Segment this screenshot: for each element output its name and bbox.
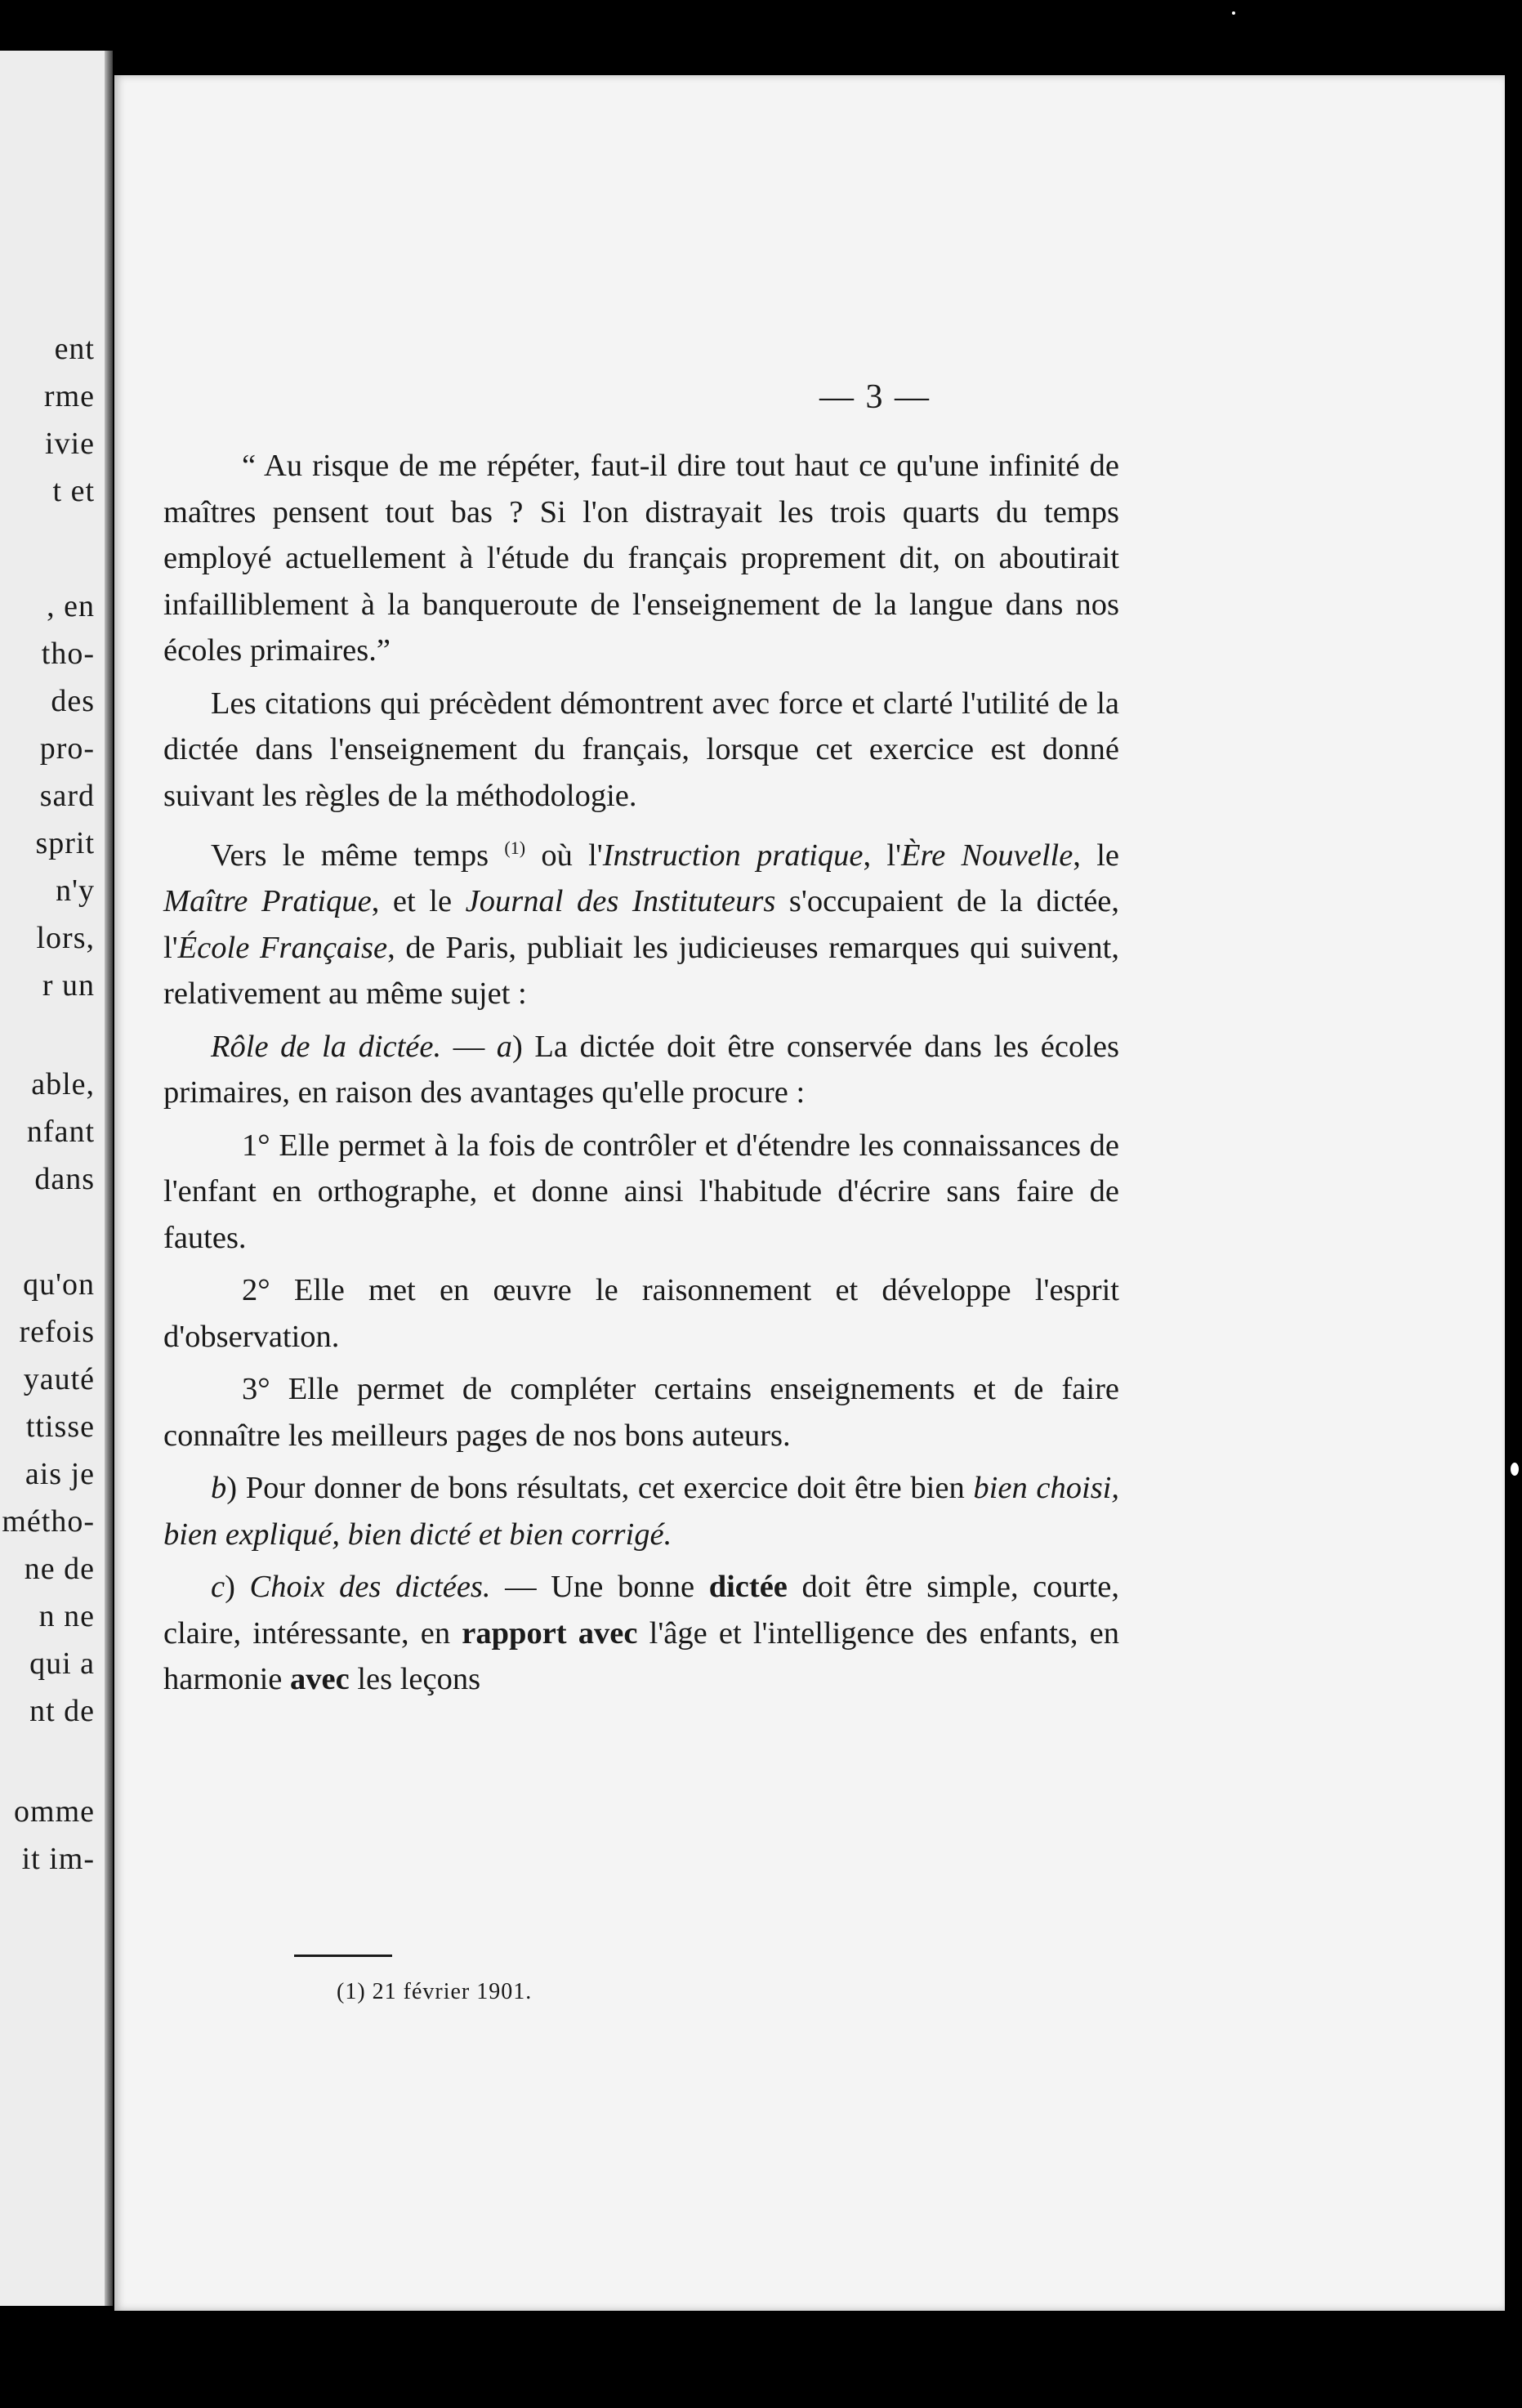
text-segment: avec <box>290 1662 350 1697</box>
previous-page-fragment: des <box>51 684 95 718</box>
paragraph <box>163 1366 1119 1459</box>
text-segment: 3° Elle permet de compléter certains enseignements et de faire connaître les meilleurs pages de nos bons auteurs. <box>163 1372 1119 1453</box>
previous-page-fragment: ttisse <box>25 1410 95 1444</box>
text-segment: Ère Nouvelle <box>901 838 1073 873</box>
previous-page-fragment: , en <box>47 589 95 623</box>
text-segment: (1) <box>504 838 526 858</box>
text-segment: où l' <box>525 838 603 873</box>
previous-page-fragment: sard <box>39 779 95 813</box>
text-segment: , le <box>1073 838 1119 873</box>
text-segment: ) Pour donner de bons résultats, cet exercice doit être bien <box>226 1471 974 1506</box>
previous-page-fragment: n ne <box>38 1599 95 1633</box>
text-segment: Vers le même temps <box>211 838 505 873</box>
previous-page-fragment: qui a <box>29 1646 95 1681</box>
previous-page-fragment: t et <box>52 474 95 508</box>
text-segment <box>567 1616 578 1651</box>
previous-page-fragment: n'y <box>56 873 95 908</box>
text-segment: Maître Pratique <box>163 884 372 919</box>
document-page <box>114 75 1505 2311</box>
text-segment: Instruction pratique <box>602 838 864 873</box>
previous-page-fragment: yauté <box>23 1362 95 1396</box>
text-segment: Rôle de la dictée. <box>211 1029 442 1064</box>
previous-page-fragment: ais je <box>25 1457 95 1491</box>
previous-page-fragment: sprit <box>35 826 95 860</box>
previous-page-fragment: nt de <box>29 1694 95 1728</box>
paragraph <box>163 1123 1119 1262</box>
text-segment: 2° Elle met en œuvre le raisonnement et développe l'esprit d'observation. <box>163 1273 1119 1354</box>
previous-page-fragment: able, <box>31 1067 95 1101</box>
text-segment: Journal des Instituteurs <box>465 884 776 919</box>
text-segment: 1° Elle permet à la fois de contrôler et d'étendre les connaissances de l'enfant en orthographe, et donne ainsi l'habitude d'écrire sans faire de fautes. <box>163 1128 1119 1255</box>
text-segment: doit être simple, courte, claire, intéressante, en <box>163 1570 1119 1651</box>
paragraph <box>163 1267 1119 1360</box>
previous-page-fragment: tho- <box>41 637 95 671</box>
previous-page-edge <box>0 51 113 2306</box>
text-segment: ) La dictée doit être conservée dans les écoles primaires, en raison des avantages qu'elle procure : <box>163 1029 1119 1110</box>
text-segment: b <box>211 1471 227 1506</box>
text-segment: — <box>441 1029 497 1064</box>
text-segment: l'âge et l'intelligence des enfants, en harmonie <box>163 1615 1120 1697</box>
previous-page-fragment: rme <box>43 379 95 413</box>
text-segment: — Une bonne <box>490 1570 709 1605</box>
text-segment: Les citations qui précèdent démontrent avec force et clarté l'utilité de la dictée dans l'enseignement du français, lorsque cet exercice est donné suivant les règles de la méthodologie. <box>163 686 1119 813</box>
previous-page-fragment: nfant <box>26 1115 95 1149</box>
page-number: — 3 — <box>819 378 931 416</box>
previous-page-fragment: ent <box>54 332 95 366</box>
body-text <box>163 443 1119 1709</box>
previous-page-fragment: lors, <box>36 921 95 955</box>
scan-speck <box>1511 1463 1519 1476</box>
text-segment: les leçons <box>349 1662 481 1697</box>
page-gutter <box>105 51 113 2306</box>
paragraph <box>163 681 1119 820</box>
scan-speck <box>1232 11 1235 15</box>
text-segment: , et le <box>371 884 466 919</box>
text-segment: ) <box>225 1570 250 1605</box>
paragraph <box>163 825 1119 1017</box>
previous-page-fragment: qu'on <box>23 1267 95 1302</box>
text-segment: bien choisi, bien expliqué, bien dicté et bien corrigé. <box>163 1471 1119 1552</box>
paragraph <box>163 1024 1119 1116</box>
text-segment: Choix des dictées. <box>249 1570 491 1605</box>
previous-page-fragment: omme <box>14 1794 95 1829</box>
text-segment: c <box>211 1570 225 1605</box>
text-segment: avec <box>578 1615 638 1651</box>
previous-page-fragment: pro- <box>39 731 95 766</box>
text-segment: s'occupaient de la dictée, l' <box>163 884 1120 965</box>
paragraph <box>163 1564 1119 1703</box>
paragraph <box>163 1465 1119 1557</box>
previous-page-fragment: it im- <box>21 1842 95 1876</box>
text-segment: rapport <box>462 1615 567 1651</box>
footnote: (1) 21 février 1901. <box>337 1979 533 2004</box>
previous-page-fragment: dans <box>34 1162 95 1196</box>
text-segment: , de Paris, publiait les judicieuses remarques qui suivent, relativement au même sujet : <box>163 930 1119 1012</box>
previous-page-fragment: ne de <box>24 1552 95 1586</box>
footnote-rule <box>294 1955 392 1957</box>
text-segment: École Française <box>177 930 388 965</box>
previous-page-fragment: métho- <box>2 1504 95 1539</box>
text-segment: dictée <box>708 1570 788 1605</box>
paragraph <box>163 443 1119 674</box>
text-segment: , l' <box>863 838 902 873</box>
previous-page-fragment: refois <box>19 1315 95 1349</box>
previous-page-fragment: r un <box>42 968 95 1003</box>
text-segment: “ Au risque de me répéter, faut-il dire tout haut ce qu'une infinité de maîtres pensent tout bas ? Si l'on distrayait les trois quarts du temps employé actuellement à l'étude du français proprement dit, on aboutirait infailliblement à la banqueroute de l'enseignement de la langue dans nos écoles primaires.” <box>163 449 1119 668</box>
previous-page-fragment: ivie <box>45 427 95 461</box>
text-segment: a <box>496 1029 513 1064</box>
